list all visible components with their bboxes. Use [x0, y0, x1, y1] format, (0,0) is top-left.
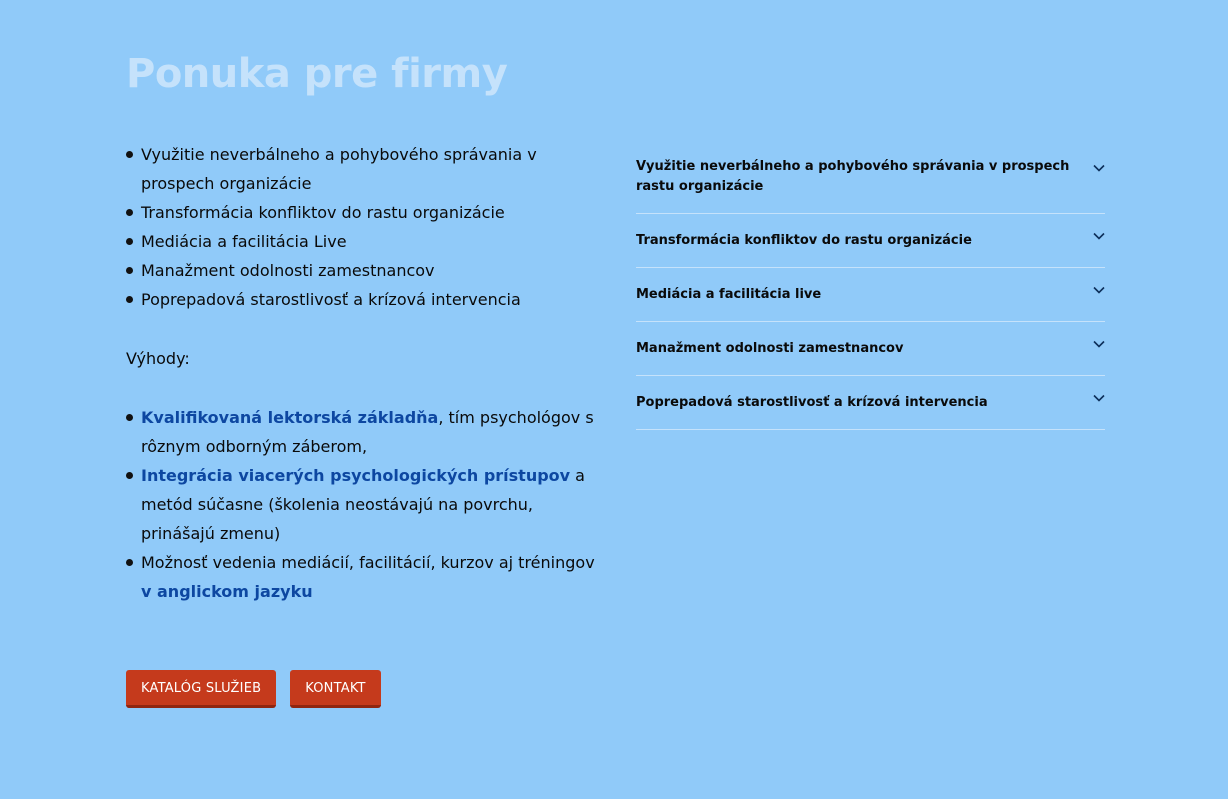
- highlight-text: v anglickom jazyku: [141, 582, 313, 601]
- accordion-item-title: Využitie neverbálneho a pohybového správania v prospech rastu organizácie: [636, 159, 1070, 194]
- item-text: , tím psychológov s rôznym odborným záberom,: [141, 408, 594, 456]
- chevron-down-icon: [1093, 163, 1105, 173]
- accordion-item[interactable]: [636, 268, 1105, 322]
- list-item: Mediácia a facilitácia Live: [126, 227, 596, 256]
- button-group: [126, 670, 381, 708]
- advantages-label: Výhody:: [126, 349, 190, 368]
- page-title: Ponuka pre firmy: [126, 51, 508, 97]
- list-item: [126, 461, 596, 548]
- accordion-item-title: Mediácia a facilitácia live: [636, 287, 822, 302]
- accordion-item-title: Transformácia konfliktov do rastu organizácie: [636, 233, 972, 248]
- left-column: [126, 140, 596, 606]
- list-item: Manažment odolnosti zamestnancov: [126, 256, 596, 285]
- accordion-item-title: Poprepadová starostlivosť a krízová intervencia: [636, 395, 988, 410]
- catalog-button[interactable]: KATALÓG SLUŽIEB: [126, 670, 276, 708]
- chevron-down-icon: [1093, 393, 1105, 403]
- list-item: Využitie neverbálneho a pohybového správania v prospech organizácie: [126, 140, 596, 198]
- contact-button[interactable]: KONTAKT: [290, 670, 380, 708]
- chevron-down-icon: [1093, 231, 1105, 241]
- chevron-down-icon: [1093, 339, 1105, 349]
- highlight-text: Integrácia viacerých psychologických prístupov: [141, 466, 571, 485]
- item-text: Možnosť vedenia mediácií, facilitácií, kurzov aj tréningov: [141, 553, 595, 572]
- accordion: [636, 148, 1105, 430]
- accordion-item-title: Manažment odolnosti zamestnancov: [636, 341, 904, 356]
- accordion-item[interactable]: [636, 322, 1105, 376]
- item-text: a metód súčasne (školenia neostávajú na povrchu, prinášajú zmenu): [141, 466, 585, 543]
- list-item: [126, 403, 596, 461]
- accordion-item[interactable]: [636, 148, 1105, 214]
- accordion-item[interactable]: [636, 376, 1105, 430]
- highlight-text: Kvalifikovaná lektorská základňa: [141, 408, 439, 427]
- chevron-down-icon: [1093, 285, 1105, 295]
- services-list: [126, 140, 596, 314]
- list-item: Transformácia konfliktov do rastu organizácie: [126, 198, 596, 227]
- advantages-list: [126, 403, 596, 606]
- accordion-item[interactable]: [636, 214, 1105, 268]
- list-item: [126, 548, 596, 606]
- list-item: Poprepadová starostlivosť a krízová intervencia: [126, 285, 596, 314]
